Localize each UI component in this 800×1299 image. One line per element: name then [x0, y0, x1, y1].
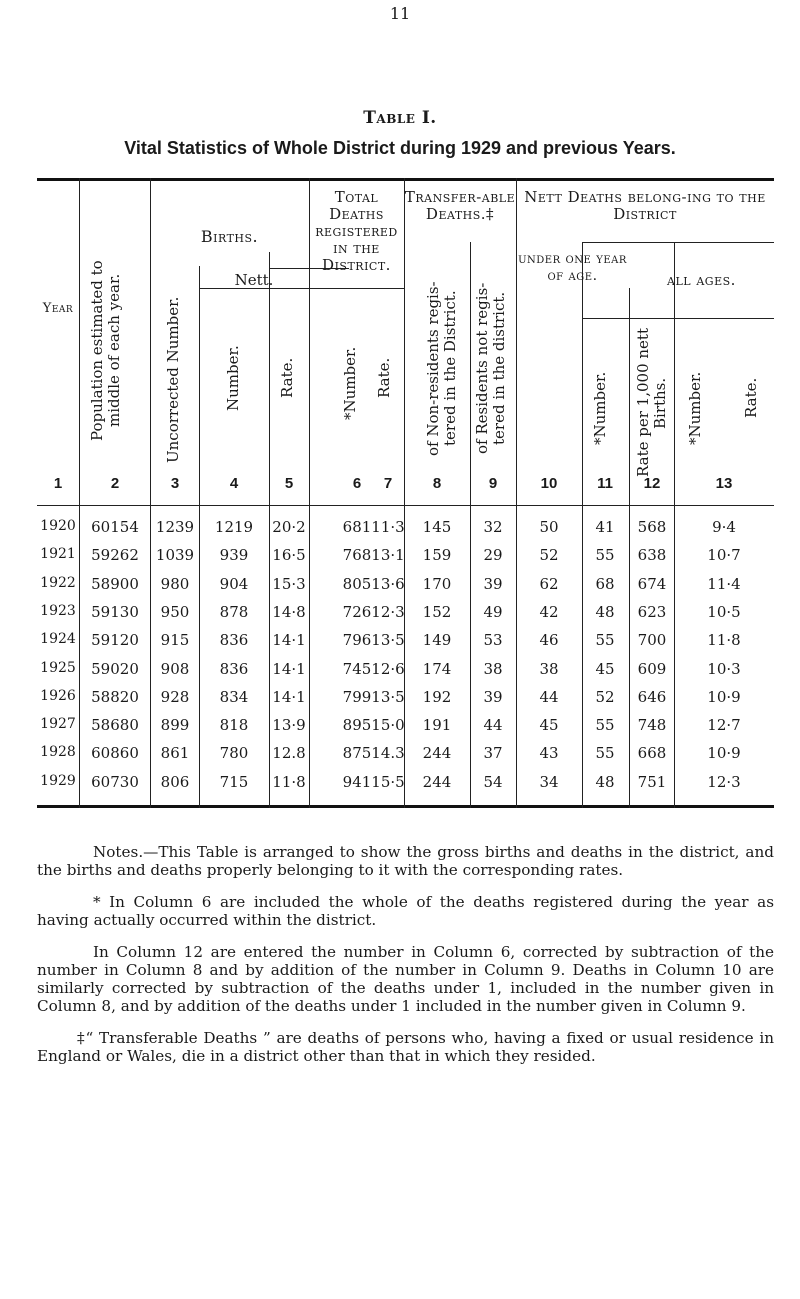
table-cell: 10·9 [707, 744, 741, 762]
table-cell: 55 [595, 631, 615, 649]
table-cell: 799 [342, 688, 372, 706]
table-cell: 11·8 [707, 631, 741, 649]
table-cell: 10·3 [707, 660, 741, 678]
table-cell: 12.8 [272, 744, 306, 762]
table-cell: 29 [483, 546, 503, 564]
table-cell: 1039 [155, 546, 195, 564]
column-number-5: 5 [284, 475, 294, 492]
column-number-11: 11 [597, 475, 613, 492]
header-non-residents: of Non-residents regis-tered in the District. [424, 281, 459, 456]
header-bottom-rule [37, 505, 774, 506]
table-cell: 42 [539, 603, 559, 621]
table-cell: 1921 [40, 546, 76, 562]
vrule [150, 178, 151, 808]
note-4: ‡“ Transferable Deaths ” are deaths of persons who, having a fixed or usual residence in England or Wales, die in a district other than that in which they resided. [37, 1029, 774, 1065]
table-cell: 668 [637, 744, 667, 762]
table-cell: 15·5 [371, 773, 405, 791]
table-cell: 12·3 [707, 773, 741, 791]
table-cell: 875 [342, 744, 372, 762]
table-cell: 726 [342, 603, 372, 621]
table-cell: 39 [483, 575, 503, 593]
table-cell: 1920 [40, 518, 76, 534]
table-cell: 13·9 [272, 716, 306, 734]
header-number: Number. [224, 345, 242, 411]
header-rate: Rate. [278, 357, 296, 399]
table-cell: 941 [342, 773, 372, 791]
table-cell: 1923 [40, 603, 76, 619]
header-births: Births. [200, 227, 259, 246]
table-cell: 55 [595, 744, 615, 762]
table-cell: 53 [483, 631, 503, 649]
table-cell: 10·7 [707, 546, 741, 564]
table-cell: 46 [539, 631, 559, 649]
table-cell: 836 [219, 631, 249, 649]
header-rate-per-1000: Rate per 1,000 nett Births. [634, 328, 669, 478]
header-nett: Nett. [234, 271, 274, 289]
table-cell: 58680 [91, 716, 139, 734]
table-cell: 43 [539, 744, 559, 762]
header-year: Year [42, 301, 74, 316]
table-cell: 12·3 [371, 603, 405, 621]
table-cell: 14·8 [272, 603, 306, 621]
note-1: Notes.—This Table is arranged to show the gross births and deaths in the district, and the births and deaths properly belonging to it with the corresponding rates. [37, 843, 774, 879]
table-cell: 681 [342, 518, 372, 536]
table-cell: 1925 [40, 660, 76, 676]
table-cell: 768 [342, 546, 372, 564]
column-number-4: 4 [229, 475, 239, 492]
column-number-3: 3 [170, 475, 180, 492]
table-cell: 38 [483, 660, 503, 678]
table-cell: 745 [342, 660, 372, 678]
table-cell: 37 [483, 744, 503, 762]
header-total-rate: Rate. [375, 357, 393, 399]
vrule [79, 178, 80, 808]
header-residents-not: of Residents not regis-tered in the district. [473, 282, 508, 455]
table-cell: 13·5 [371, 688, 405, 706]
table-cell: 52 [595, 688, 615, 706]
table-cell: 44 [539, 688, 559, 706]
table-label: Table I. [363, 108, 437, 128]
table-cell: 32 [483, 518, 503, 536]
column-number-6: 6 [352, 475, 362, 492]
table-cell: 1922 [40, 575, 76, 591]
table-cell: 1239 [155, 518, 195, 536]
table-cell: 908 [160, 660, 190, 678]
table-cell: 59130 [91, 603, 139, 621]
table-cell: 58900 [91, 575, 139, 593]
table-cell: 41 [595, 518, 615, 536]
header-nett-deaths: Nett Deaths belong-ing to the District [524, 188, 766, 223]
vital-statistics-table [37, 178, 774, 808]
table-cell: 904 [219, 575, 249, 593]
table-cell: 60154 [91, 518, 139, 536]
table-cell: 1927 [40, 716, 76, 732]
table-cell: 244 [422, 744, 452, 762]
header-population: Population estimated to middle of each year. [88, 260, 123, 441]
table-cell: 44 [483, 716, 503, 734]
table-cell: 1926 [40, 688, 76, 704]
table-cell: 59262 [91, 546, 139, 564]
table-cell: 45 [595, 660, 615, 678]
table-cell: 14.3 [371, 744, 405, 762]
table-cell: 623 [637, 603, 667, 621]
table-cell: 48 [595, 603, 615, 621]
table-cell: 950 [160, 603, 190, 621]
notes-section [37, 843, 774, 1079]
table-cell: 55 [595, 546, 615, 564]
column-number-13: 13 [715, 475, 733, 492]
table-cell: 836 [219, 660, 249, 678]
column-number-12: 12 [643, 475, 661, 492]
table-cell: 674 [637, 575, 667, 593]
table-cell: 861 [160, 744, 190, 762]
table-cell: 68 [595, 575, 615, 593]
column-number-8: 8 [432, 475, 442, 492]
table-cell: 715 [219, 773, 249, 791]
table-cell: 49 [483, 603, 503, 621]
table-cell: 34 [539, 773, 559, 791]
table-cell: 11·4 [707, 575, 741, 593]
header-transferable: Transfer-able Deaths.‡ [404, 188, 516, 223]
table-cell: 10·5 [707, 603, 741, 621]
table-cell: 159 [422, 546, 452, 564]
table-cell: 980 [160, 575, 190, 593]
table-cell: 191 [422, 716, 452, 734]
table-top-rule [37, 178, 774, 181]
table-cell: 13·5 [371, 631, 405, 649]
table-cell: 48 [595, 773, 615, 791]
note-3: In Column 12 are entered the number in Column 6, corrected by subtraction of the number in Column 8 and by addition of the number in Column 9. Deaths in Column 10 are similarly corrected by subtraction of the deaths under 1, included in the number given in Column 8, and by addition of the deaths under 1 included in the number given in Column 9. [37, 943, 774, 1015]
table-cell: 10·9 [707, 688, 741, 706]
table-cell: 11·3 [371, 518, 405, 536]
table-cell: 700 [637, 631, 667, 649]
table-cell: 928 [160, 688, 190, 706]
table-cell: 646 [637, 688, 667, 706]
table-cell: 818 [219, 716, 249, 734]
table-cell: 568 [637, 518, 667, 536]
header-all-ages-number: *Number. [686, 371, 704, 445]
rule-under-one [582, 318, 774, 319]
page-number: 11 [389, 4, 411, 23]
table-cell: 59120 [91, 631, 139, 649]
table-cell: 244 [422, 773, 452, 791]
table-cell: 39 [483, 688, 503, 706]
page-title: Vital Statistics of Whole District during 1929 and previous Years. [124, 138, 676, 158]
table-cell: 638 [637, 546, 667, 564]
table-cell: 12·7 [707, 716, 741, 734]
table-cell: 748 [637, 716, 667, 734]
vrule [404, 178, 405, 808]
table-cell: 878 [219, 603, 249, 621]
table-cell: 192 [422, 688, 452, 706]
table-cell: 751 [637, 773, 667, 791]
table-cell: 15·0 [371, 716, 405, 734]
table-cell: 45 [539, 716, 559, 734]
table-cell: 60860 [91, 744, 139, 762]
table-cell: 805 [342, 575, 372, 593]
table-cell: 58820 [91, 688, 139, 706]
header-all-ages-rate: Rate. [742, 377, 760, 419]
table-cell: 11·8 [272, 773, 306, 791]
table-cell: 780 [219, 744, 249, 762]
table-cell: 13·6 [371, 575, 405, 593]
table-cell: 14·1 [272, 688, 306, 706]
column-number-7: 7 [383, 475, 393, 492]
table-cell: 14·1 [272, 660, 306, 678]
table-cell: 59020 [91, 660, 139, 678]
table-cell: 806 [160, 773, 190, 791]
table-cell: 38 [539, 660, 559, 678]
note-2: * In Column 6 are included the whole of the deaths registered during the year as having actually occurred within the district. [37, 893, 774, 929]
table-cell: 60730 [91, 773, 139, 791]
table-cell: 1219 [214, 518, 254, 536]
table-cell: 20·2 [272, 518, 306, 536]
table-cell: 1929 [40, 773, 76, 789]
header-uncorrected: Uncorrected Number. [164, 296, 182, 463]
table-cell: 834 [219, 688, 249, 706]
table-cell: 899 [160, 716, 190, 734]
table-cell: 62 [539, 575, 559, 593]
table-cell: 54 [483, 773, 503, 791]
header-all-ages: all ages. [667, 271, 736, 289]
table-cell: 14·1 [272, 631, 306, 649]
header-under-one-number: *Number. [591, 371, 609, 445]
table-bottom-rule [37, 805, 774, 808]
table-cell: 50 [539, 518, 559, 536]
table-cell: 15·3 [272, 575, 306, 593]
table-cell: 149 [422, 631, 452, 649]
table-cell: 9·4 [712, 518, 736, 536]
table-cell: 1924 [40, 631, 76, 647]
table-cell: 609 [637, 660, 667, 678]
table-cell: 12·6 [371, 660, 405, 678]
header-total-deaths: Total Deaths registered in the District. [315, 188, 398, 274]
column-number-9: 9 [488, 475, 498, 492]
table-cell: 174 [422, 660, 452, 678]
rule-nett-deaths [582, 242, 774, 243]
table-cell: 13·1 [371, 546, 405, 564]
table-cell: 52 [539, 546, 559, 564]
column-number-1: 1 [53, 475, 63, 492]
table-cell: 895 [342, 716, 372, 734]
table-cell: 152 [422, 603, 452, 621]
table-cell: 915 [160, 631, 190, 649]
header-star-number: *Number. [341, 346, 359, 420]
header-under-one: under one year of age. [518, 251, 627, 284]
table-cell: 939 [219, 546, 249, 564]
table-cell: 16·5 [272, 546, 306, 564]
column-number-2: 2 [110, 475, 120, 492]
table-cell: 170 [422, 575, 452, 593]
table-cell: 145 [422, 518, 452, 536]
table-cell: 796 [342, 631, 372, 649]
column-number-10: 10 [540, 475, 558, 492]
table-cell: 55 [595, 716, 615, 734]
table-cell: 1928 [40, 744, 76, 760]
